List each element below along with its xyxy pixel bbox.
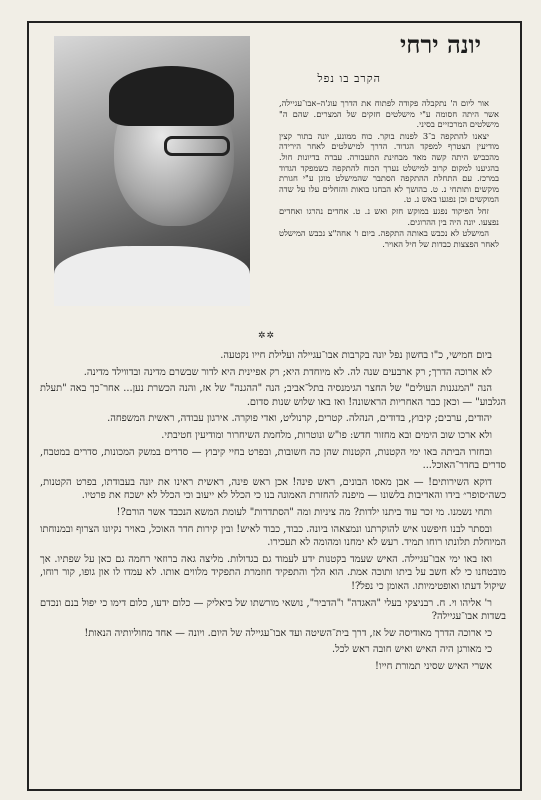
photo-shirt (54, 246, 250, 306)
photo-hair (109, 66, 234, 126)
section-separator: ✲✲ (258, 331, 276, 341)
eulogy-text (40, 349, 506, 676)
eulogy-paragraph: ואז באו ימי אבו־עגיילה. האיש שעמד בקטנות ידע לעמוד גם בגדולות. מליצה גאה ברוזאי רחמה גם כאן על שפתיו. אך מובטחנו כי לא חשב על ביתו ותוכה אמת. הוא הלך והתפקיד חוזמרת התפקיד מלווים אותו. לא עמדו לו און גופו, קור רוחו, שיקול דעתו ואופטימיותו. האומן כי נפל?! (40, 553, 506, 592)
eulogy-paragraph: ביום חמישי, כ"ו בחשון נפל יונה בקרבות אבו־עגיילה ועלילת חייו נקטעה. (220, 350, 492, 361)
eulogy-paragraph: אשרי האיש שסיני תמורת חייו! (375, 660, 492, 672)
section-subtitle: הקרב בו נפל (317, 72, 381, 85)
eulogy-paragraph: יהודים, ערבים; קיבוץ, בדודים, הנהלה. קטרים, קרנוליט, ואדי פוקרה. אירגון עבודה, ראשית המשפחה. (107, 413, 492, 425)
eulogy-paragraph: דוקא השירותים! — אבן מאסו הבונים, ראש פינה! אכן ראש פינה, ראשית ראינו את יונה בעבודתו, בפרט הקטנות, כשה״סופר״ בידו והאדיבות בלשונו — מיפנה להחזרת האמונה בנו כי הכלל לא ייעוב וכי הכלל לא ישכח את פרטיו. (40, 476, 506, 502)
eulogy-paragraph: הנה "המנגנות העולים" של החצר הגימנסיה בתל־אביב; הנה "ההגנה" של אז, והנה הכשרת נען... אחר־כך באה "תעלת הגלבוע" — וכאן כבר האחריות הראשונה! ואז באו שלוש שנות סדום. (40, 383, 506, 408)
portrait-photo (54, 36, 250, 306)
eulogy-paragraph: ולא ארכו שוב הימים ובא מחזור חדש: פו"ש ונוטרות, מלחמת השיחרור ומודיעין חטיבתי. (161, 429, 492, 441)
eulogy-paragraph: כי ארוכה הדרך מאודיסה של אז, דרך בית־השיטה ועד אבו־עגיילה של היום. ויונה — אחד מחוליותיה הנאות! (84, 627, 492, 639)
battle-paragraph: המישלט לא נכבש באותה התקפה. ביום ו' אחה"צ נכבש המישלט לאחר הפצצות כבדות של חיל האויר. (279, 228, 499, 249)
page-title: יונה ירחי (400, 30, 481, 59)
battle-paragraph: יצאנו להתקפה ב־3 לפנות בוקר. כוח ממונע, יונה בתור קצין מודיעין הצטרף למפקד הגדוד. הדרך למישלטים לאחר הירידה מהכביש היתה קשה מאד מבחינת התעבורה. עברה בדיונות חול. בהגיענו למקום קרוב למישלט נערך הכוח להתקפה כשמפקד הגדוד במרכז. עם התחלת ההתקפה הסתבר שהמישלט מוגן ע"י חגורת מוקשים ותותחי נ. ט. בהושך לא הבחנו בואות והזחלים עלו על שדה המוקשים וכן נפגעו באש נ. ט. (279, 130, 499, 205)
photo-glasses (164, 136, 230, 156)
battle-account (279, 98, 499, 250)
eulogy-paragraph: ותחי נשמנו. מי זכר עוד ביתנו ילדות? מה ציניות ומה "הסתדרות" לעומת המשא הנכבד אשר הורם?! (116, 506, 492, 518)
eulogy-paragraph: ובחזרו הביתה באו ימי הקטנות, הקטנות שהן כה חשובות, ובפרט בחיי קיבוץ — סדרים במשק המכונות, סדרים במטבח, סדרים בחדר־האוכל... (40, 446, 506, 472)
eulogy-paragraph: ר' אליהו וי. ח. רבניצקי בעלי "האגדה" ו"הדביר", נושאי מורשתו של ביאליק — כלום ידעו, כלום דימו כי יפול בנם ונכדם בשדות אבו־עגיילה? (40, 597, 506, 623)
eulogy-paragraph: ובסתר לבנו חיפשנו איש להוקרתנו ונמצאהו ביונה. כבוד, כבוד לאיש! ובין קירות חדר האוכל, באויר נקיונו הצרוף ובמנוחתו המיוחלת תלונתו רוחו תמיד. רעש לא ימחנו ומהומה לא תעכירו. (40, 523, 506, 549)
battle-paragraph: זחל הפיקוד נפגע במוקש חזק ואש נ. ט. אחדים נהרגו ואחדים נפצעו. יונה היה בין ההרוגים. (279, 205, 499, 227)
battle-paragraph: אור ליום ה' נתקבלה פקודה לפתוח את הדרך עוג'ה–אבו־עגיילה, אשר היתה חסומה ע"י מישלטים חזקים של המצרים. שהם ה" מישלטים המרכזיים בסיני. (279, 98, 499, 130)
eulogy-paragraph: לא ארוכה הדרך; רק ארבעים שנה לה. לא מיוחדת היא; רק אפיינית היא לדור שבשרם מדינה ובדווילד מדינה. (83, 366, 492, 378)
eulogy-paragraph: כי מאורגן היה האיש ואיש חובה ראש לכל. (332, 644, 492, 656)
